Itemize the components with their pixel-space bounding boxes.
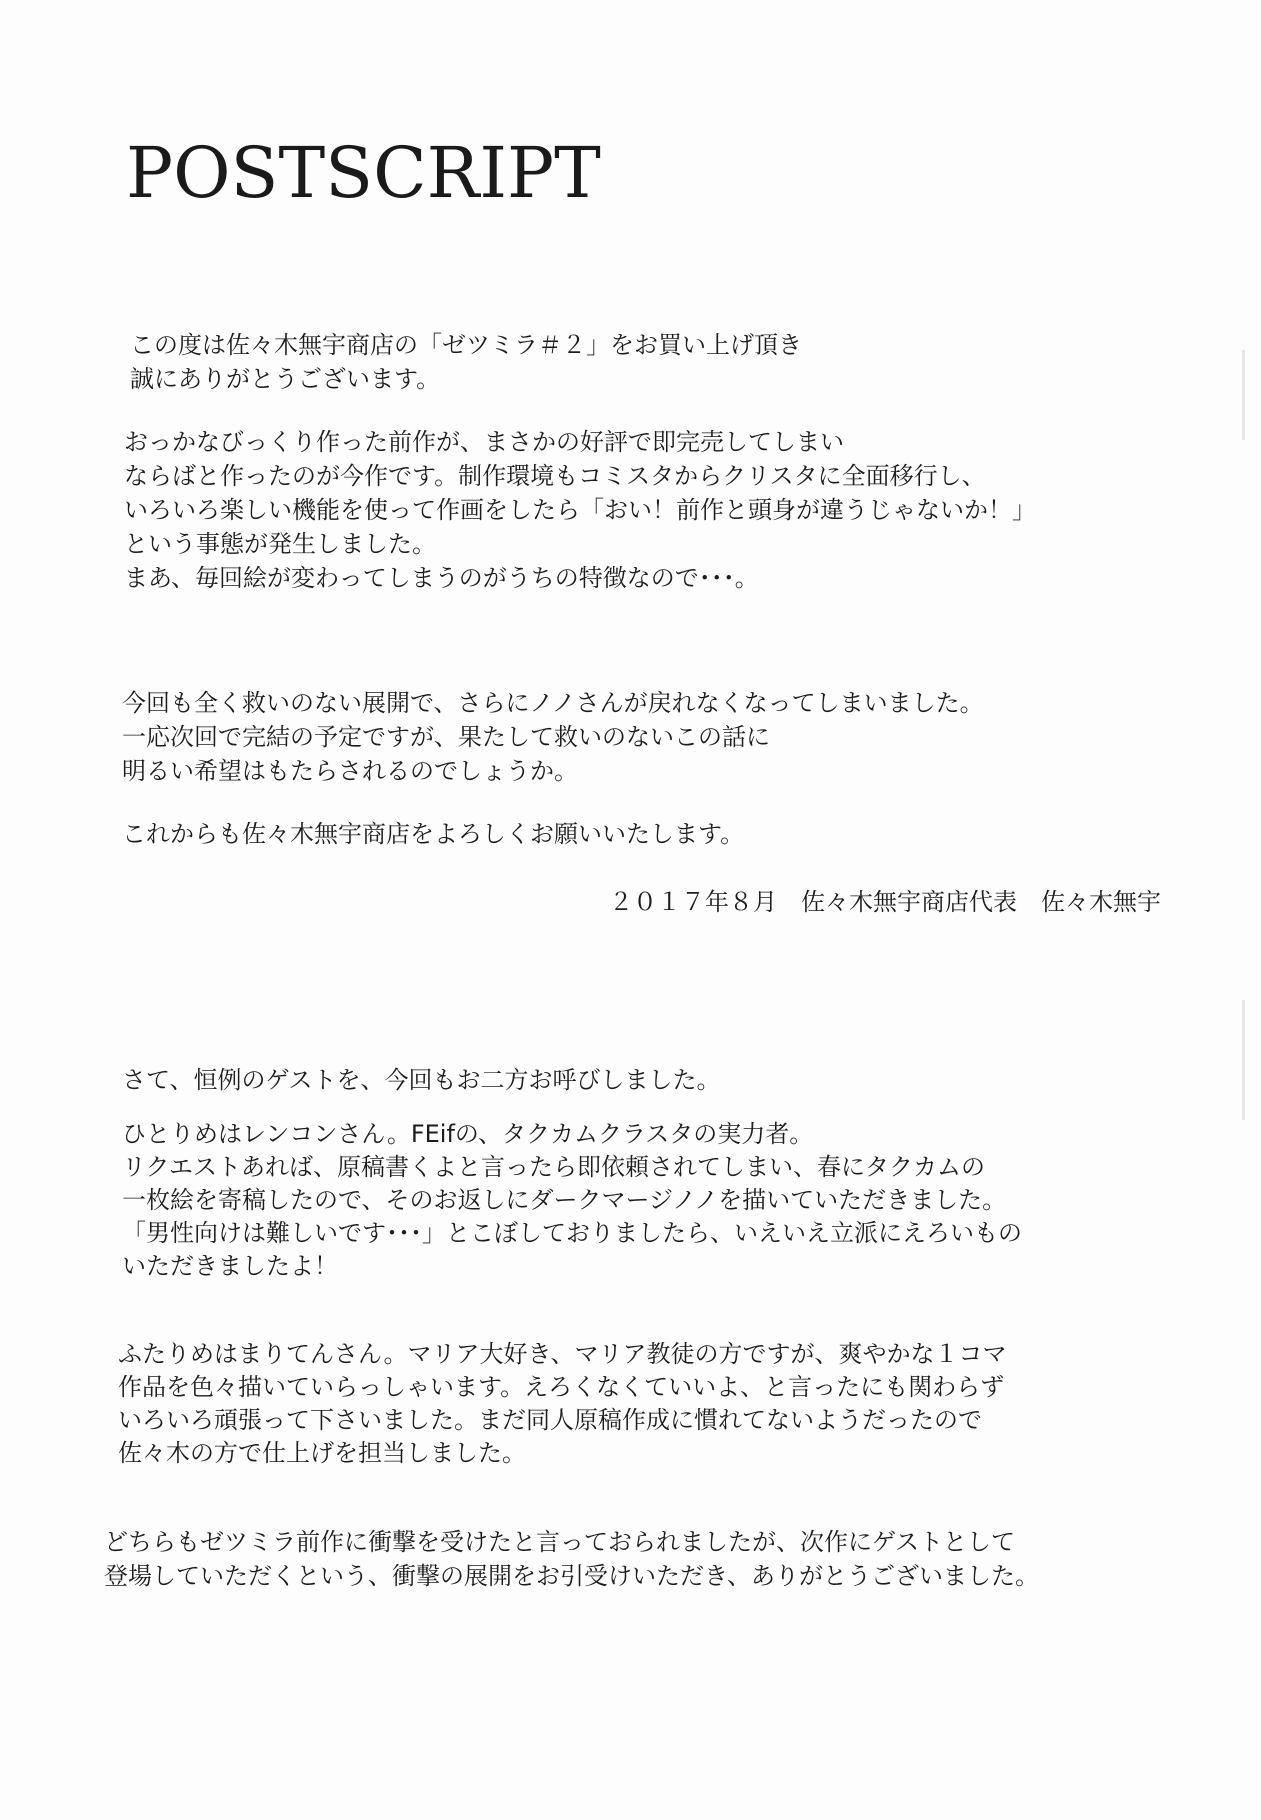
text-line: ならばと作ったのが今作です。制作環境もコミスタからクリスタに全面移行し、 xyxy=(124,462,986,490)
text-line: ひとりめはレンコンさん。FEifの、タクカムクラスタの実力者。 xyxy=(122,1120,814,1148)
text-line: どちらもゼツミラ前作に衝撃を受けたと言っておられましたが、次作にゲストとして xyxy=(104,1528,1016,1556)
text-line: いただきましたよ！ xyxy=(122,1252,338,1280)
text-line: リクエストあれば、原稿書くよと言ったら即依頼されてしまい、春にタクカムの xyxy=(122,1153,986,1181)
signature-line: ２０１７年８月 佐々木無宇商店代表 佐々木無宇 xyxy=(609,888,1161,916)
text-line: 作品を色々描いていらっしゃいます。えろくなくていいよ、と言ったにも関わらず xyxy=(118,1373,1005,1401)
text-line: という事態が発生しました。 xyxy=(124,530,436,558)
text-line: これからも佐々木無宇商店をよろしくお願いいたします。 xyxy=(122,820,745,848)
text-line: この度は佐々木無宇商店の「ゼツミラ＃２」をお買い上げ頂き xyxy=(130,331,802,359)
paragraph-previous-work xyxy=(124,425,1036,595)
text-line: いろいろ楽しい機能を使って作画をしたら「おい！前作と頭身が違うじゃないか！」 xyxy=(124,496,1036,524)
paragraph-guest-one xyxy=(122,1118,1022,1283)
scan-edge-mark xyxy=(1242,1000,1245,1120)
paragraph-closing xyxy=(122,817,744,851)
paragraph-thanks-guests xyxy=(104,1525,1039,1593)
text-line: いろいろ頑張って下さいました。まだ同人原稿作成に慣れてないようだったので xyxy=(118,1406,982,1434)
paragraph-guest-two xyxy=(118,1338,1006,1470)
text-line: 登場していただくという、衝撃の展開をお引受けいただき、ありがとうございました。 xyxy=(104,1562,1040,1590)
scan-edge-mark xyxy=(1242,350,1245,440)
text-line: 佐々木の方で仕上げを担当しました。 xyxy=(118,1439,526,1467)
text-line: 「男性向けは難しいです･･･」とこぼしておりましたら、いえいえ立派にえろいもの xyxy=(122,1219,1022,1247)
text-line: おっかなびっくり作った前作が、まさかの好評で即完売してしまい xyxy=(124,428,844,456)
text-line: 一枚絵を寄稿したので、そのお返しにダークマージノノを描いていただきました。 xyxy=(122,1186,1007,1214)
paragraph-thanks xyxy=(130,328,802,396)
page-title: POSTSCRIPT xyxy=(126,132,601,214)
text-line: さて、恒例のゲストを、今回もお二方お呼びしました。 xyxy=(122,1066,721,1094)
text-line: まあ、毎回絵が変わってしまうのがうちの特徴なので･･･。 xyxy=(124,564,759,592)
text-line: 明るい希望はもたらされるのでしょうか。 xyxy=(122,757,578,785)
text-line: ふたりめはまりてんさん。マリア大好き、マリア教徒の方ですが、爽やかな１コマ xyxy=(118,1340,1007,1368)
text-line: 今回も全く救いのない展開で、さらにノノさんが戻れなくなってしまいました。 xyxy=(122,689,984,717)
paragraph-story xyxy=(122,686,984,788)
text-line: 誠にありがとうございます。 xyxy=(130,365,441,393)
paragraph-guests-intro xyxy=(122,1063,721,1097)
text-line: 一応次回で完結の予定ですが、果たして救いのないこの話に xyxy=(122,723,770,751)
